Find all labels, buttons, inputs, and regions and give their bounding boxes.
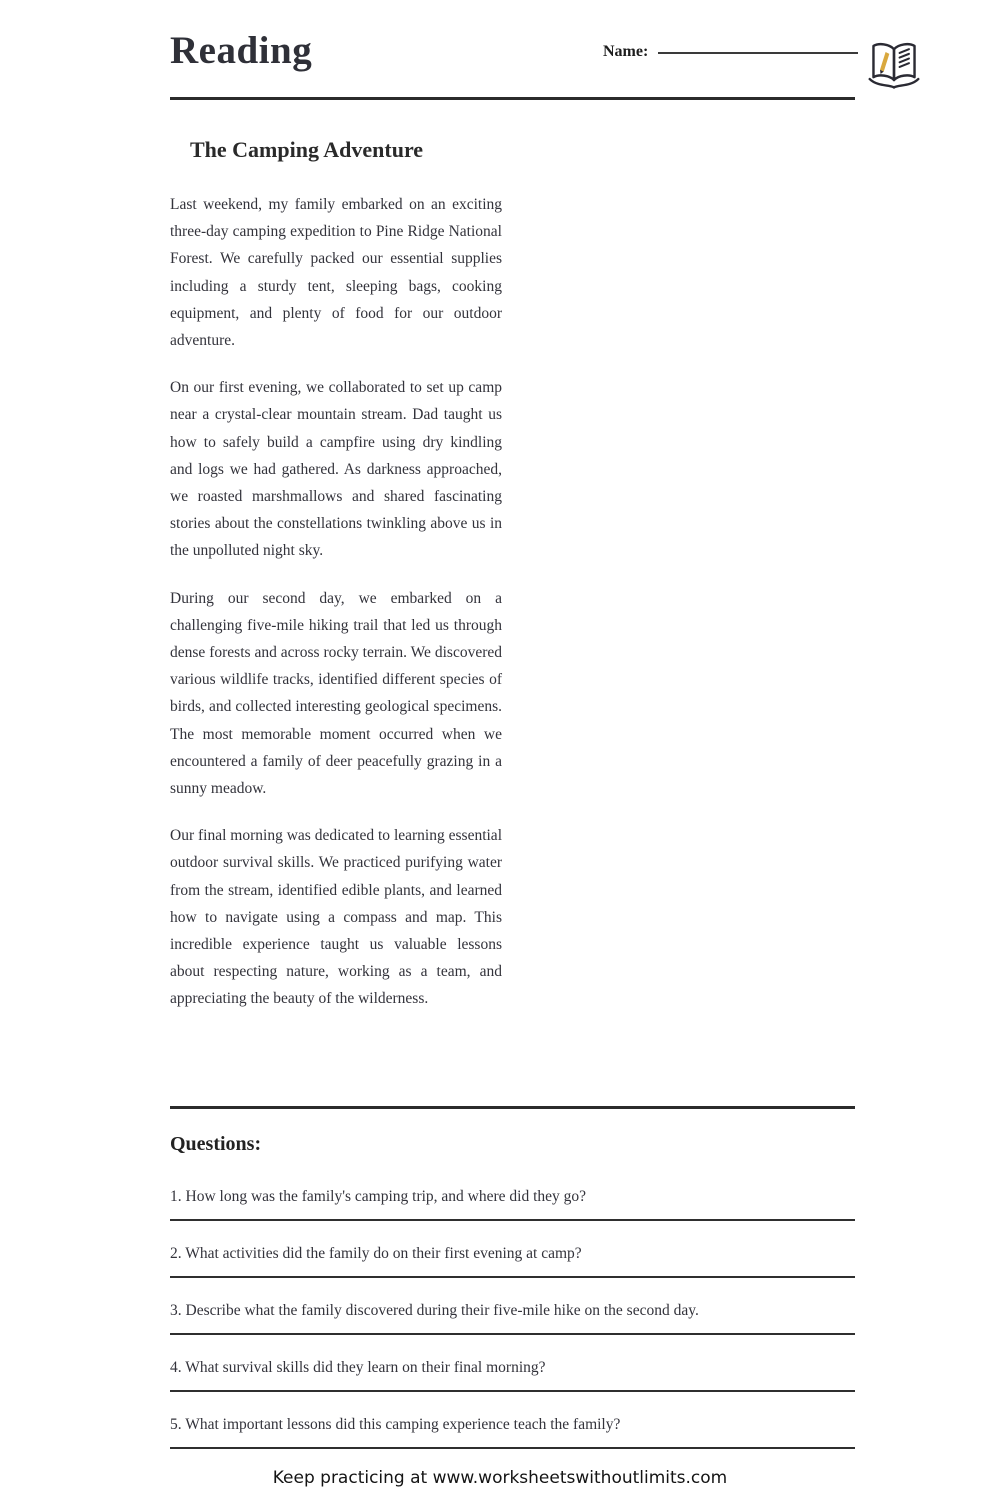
questions-list <box>170 1186 855 1471</box>
answer-line[interactable] <box>170 1333 855 1335</box>
question-item <box>170 1243 855 1278</box>
question-text: 4. What survival skills did they learn on their final morning? <box>170 1359 546 1376</box>
name-field <box>603 43 858 61</box>
name-input-line[interactable] <box>658 52 858 54</box>
passage-paragraph: During our second day, we embarked on a challenging five-mile hiking trail that led us through dense forests and across rocky terrain. We discovered various wildlife tracks, identified different species of birds, and collected interesting geological specimens. The most memorable moment occurred when we encountered a family of deer peacefully grazing in a sunny meadow. <box>170 589 502 798</box>
open-book-pencil-icon <box>866 38 922 94</box>
answer-line[interactable] <box>170 1219 855 1221</box>
name-label: Name: <box>603 43 649 60</box>
answer-line[interactable] <box>170 1390 855 1392</box>
passage-paragraph: On our first evening, we collaborated to set up camp near a crystal-clear mountain stream. Dad taught us how to safely build a campfire using dry kindling and logs we had gathered. As darkness approached, we roasted marshmallows and shared fascinating stories about the constellations twinkling above us in the unpolluted night sky. <box>170 379 502 560</box>
question-item <box>170 1357 855 1392</box>
page-title: Reading <box>170 29 313 72</box>
questions-heading: Questions: <box>170 1133 262 1155</box>
question-text: 2. What activities did the family do on their first evening at camp? <box>170 1245 582 1262</box>
question-item <box>170 1300 855 1335</box>
answer-line[interactable] <box>170 1276 855 1278</box>
question-text: 3. Describe what the family discovered during their five-mile hike on the second day. <box>170 1302 699 1319</box>
passage-title: The Camping Adventure <box>190 137 424 162</box>
question-item <box>170 1414 855 1449</box>
question-item <box>170 1186 855 1221</box>
question-text: 5. What important lessons did this camping experience teach the family? <box>170 1416 621 1433</box>
passage-paragraph: Our final morning was dedicated to learning essential outdoor survival skills. We practiced purifying water from the stream, identified edible plants, and learned how to navigate using a compass and map. This incredible experience taught us valuable lessons about respecting nature, working as a team, and appreciating the beauty of the wilderness. <box>170 827 502 1008</box>
answer-line[interactable] <box>170 1447 855 1449</box>
header-divider <box>170 97 855 100</box>
question-text: 1. How long was the family's camping trip, and where did they go? <box>170 1188 587 1205</box>
passage-paragraph: Last weekend, my family embarked on an exciting three-day camping expedition to Pine Ridge National Forest. We carefully packed our essential supplies including a sturdy tent, sleeping bags, cooking equipment, and plenty of food for our outdoor adventure. <box>170 196 502 350</box>
footer-text: Keep practicing at www.worksheetswithoutlimits.com <box>272 1468 728 1488</box>
questions-divider <box>170 1106 855 1109</box>
passage-text <box>170 191 502 1033</box>
